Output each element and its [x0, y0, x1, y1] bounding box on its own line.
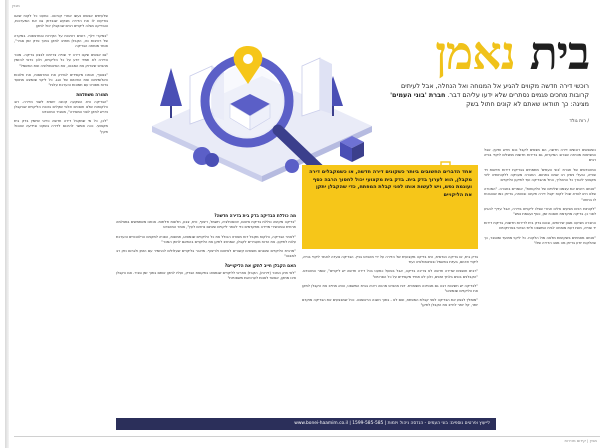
byline: / רות גולד: [569, 119, 589, 124]
section-subhead: תמורה משתלמת: [76, 92, 108, 98]
building-icon: [302, 58, 332, 116]
paragraph: "מומלץ לבצע את הבדיקה לפני קבלת המפתח, ואם לא - בתוך השנה הראשונה. ככל שמבצעים את הבדיקה מוקדם יותר, קל יותר לחייב את הקבלן לתקן": [302, 298, 478, 308]
paragraph: שלעיתים אנשים נעשו אחרי קורונה. כמעט כל לקוח שאנו בודקים לו את הדירה מבקש שנבדוק גם את המערכות, והבדיקה מגלה ליקויים רבים שהקבלן יכול לתקן: [14, 14, 108, 29]
intro-highlight: חברת 'בוני העמים': [390, 91, 446, 99]
page-number: מגזין: [12, 3, 20, 8]
footer-credit: מגזין | קידום מכירות: [564, 438, 597, 443]
intro-text: רוכשי דירה חדשה מקווים להגיע אל המנוחה ואל הנחלה, אבל לעיתים קרובות מחכים פגמים נסתרים שלא ידעו עליהם דבר.: [401, 82, 589, 99]
intro-text-2: מציגה: כך תוודאו שאתם לא קונים חתול בשק: [466, 100, 589, 108]
page-spine: [5, 0, 9, 448]
paragraph: "אנחנו מאמינים בשקיפות מלאה מול הלקוח. כל ליקוי מתועד ומוסבר, כך שהלקוח יודע בדיוק מה מצב הדירה שלו": [484, 235, 596, 245]
paragraph: "מרבית הליקויים שאנחנו מוצאים קשורים לאיטום ולריצוף. מדובר בליקויים שעלולים להחמיר עם הזמן ולגרום נזק רב למבנה": [116, 249, 296, 259]
paragraph: "לבדיקה יש חשיבות רבה גם מבחינה משפטית. דוח מהנדס מהווה ראיה בבית המשפט, והוא מחייב את הקבלן לתקן את הליקויים שנמצאו": [302, 283, 478, 294]
paragraph: המהנדסים של חברת 'בוני העמים' מתמחים בבדיקת דירות חדשות ויד שנייה, ובעלי ניסיון רב שנים בתחום. החברה מעניקה ללקוחותיה ליווי מקצועי לאורך כל התהליך, החל מהבדיקה ועד לתיקון הליקויים: [484, 167, 596, 183]
pull-quote: אחד הדברים החשובים ביותר כשקונים דירה חדשה, או כשמקבלים דירה מקבלן, הוא לערוך בדק בית. בדק בית מקצועי יכול לחסוך הרבה כסף ועוגמת נפש, ויש לעשות אותו לפני קבלת המפתח, כדי שהקבלן יתקן את הליקויים: [302, 165, 478, 249]
contact-footer-bar[interactable]: לייעוץ ופרטים נוספים: בוני העמים - הנדסה ניהול ויזמות | 1599-585-585 | www.bonei-haamim.co.il: [116, 418, 496, 430]
paragraph: "גם אנשים שקנו דירה יד שנייה צריכים לבצע בדיקה. מוכר הדירה לא תמיד יודע על כל הליקויים, ולכן כדאי להזמין מהנדס שיבדוק את המבנה, את האינסטלציה ואת החשמל": [14, 53, 108, 68]
paragraph: "לאחר הבדיקה, הלקוח מקבל דוח מפורט הכולל את כל הליקויים שנמצאו, תמונות, הפניה לתקנים הרלוונטיים והערכת עלות לתיקון. את הדוח מעבירים לקבלן, שמחויב לתקן את הליקויים בהתאם לחוק המכר": [116, 234, 296, 244]
section-subhead: האם הקבלן חייב לתקן את הליקויים?: [224, 263, 296, 269]
section-subhead: מה כוללת הבדיקה בדק בית בדירה חדשה?: [214, 213, 296, 218]
paragraph: "רבים חושבים שדירה חדשה לא צריכה בדיקה, אבל בפועל כמעט בכל דירה חדשה יש ליקויים", אומר המהנדס. "הקבלנים בונים בלחץ זמנים, ולכן לא תמיד מקפידים על כל הפרטים": [302, 269, 478, 279]
paragraph: בדק בית, או בדיקה הנדסית, היא בדיקה מקצועית של הדירה על ידי מהנדס בניין. הבדיקה נועדה לאתר ליקויי בנייה, ליקויי איטום, בעיות בחשמל ובאינסטלציה ועוד: [302, 255, 478, 265]
paragraph: "לפי חוק המכר (דירות), הקבלן אחראי לליקויים שנמצאו בתקופת הבדק, ועליו לתקן אותם בתוך זמן סביר. אם הקבלן אינו מתקן, אפשר לפנות לערכאות משפטיות": [116, 270, 296, 280]
paragraph: "בנוסף, אנחנו מקפידים לבדוק את המרפסות, את חלונות האלומיניום ואת האיטום של הגג. כל ליקוי שנמצא מתועד בדוח מפורט עם תמונות והערכת עלות": [14, 72, 108, 88]
title-part-1: בית: [529, 26, 589, 80]
text-column-left: [14, 14, 108, 419]
text-column-right: [484, 148, 596, 413]
paragraph: החברה מציעה מגוון שירותים, ובהם בדק בית לדירות חדשות, בדיקת דירות יד שנייה, חוות דעת מומחה לבית המשפט וליווי הנדסי בפרויקטים: [484, 221, 596, 231]
paragraph: "אנחנו רואים את עצמנו שליחים של הלקוחות", אומרים בחברה. "המטרה שלנו היא לוודא שכל לקוח יקבל דירה תקינה ובטוחה, בדיוק כמו שהובטח לו בחוזה": [484, 187, 596, 202]
article-title: [435, 28, 589, 78]
footer-divider: [14, 436, 600, 437]
text-column-mid-left: [302, 255, 478, 425]
tree-icon: [160, 68, 182, 118]
title-part-2: נאמן: [435, 26, 515, 80]
article-intro: [389, 82, 589, 109]
paragraph: כשאנשים רוכשים דירה חדשה, הם מצפים לקבל נכס חדש ותקין. אבל המציאות מוכיחה שברוב המקרים, גם בדירות חדשות מתגלים ליקויי בנייה רבים: [484, 148, 596, 163]
paragraph: "לכן, כל מי שמקבל דירה חדשה כדאי שיזמין בדק בית מקצועי. ככה אפשר להיכנס לדירה בשקט ובידיעה שהכול תקין": [14, 119, 108, 134]
paragraph: "במקרי דלף, רואים רטיבות על הקירות ובמרצפות. במקרה של רטיבות כזו, הקבלן מחויב לתקן בתוך פרק זמן סביר", אומר מומחה הבדיקה: [14, 33, 108, 49]
paragraph: "בדיקה מקיפה כוללת בדיקת איטום, אינסטלציה, חשמל, ריצוף, טיח, צבע, חלונות ודלתות. אנחנו משתמשים במצלמה תרמית ובמכשירי מדידה מתקדמים כדי לאתר ליקויים שאינם נראים לעין", אומר המהנדס: [116, 220, 296, 230]
paragraph: "לקוחות רבים מגיעים אלינו אחרי שגילו ליקויים בדירה, אבל עדיף להגיע לפני כן. בדיקה מוקדמת חוסכת זמן, כסף ועוגמת נפש": [484, 206, 596, 217]
text-column-mid-right: [116, 210, 296, 410]
paragraph: "הבדיקה היא השקעה קטנה יחסית לשווי הדירה. רוב הלקוחות שלנו חוסכים אלפי שקלים בזכות הליקויים שהקבלן נדרש לתקן לפני המסירה", מסביר המהנדס: [14, 99, 108, 115]
